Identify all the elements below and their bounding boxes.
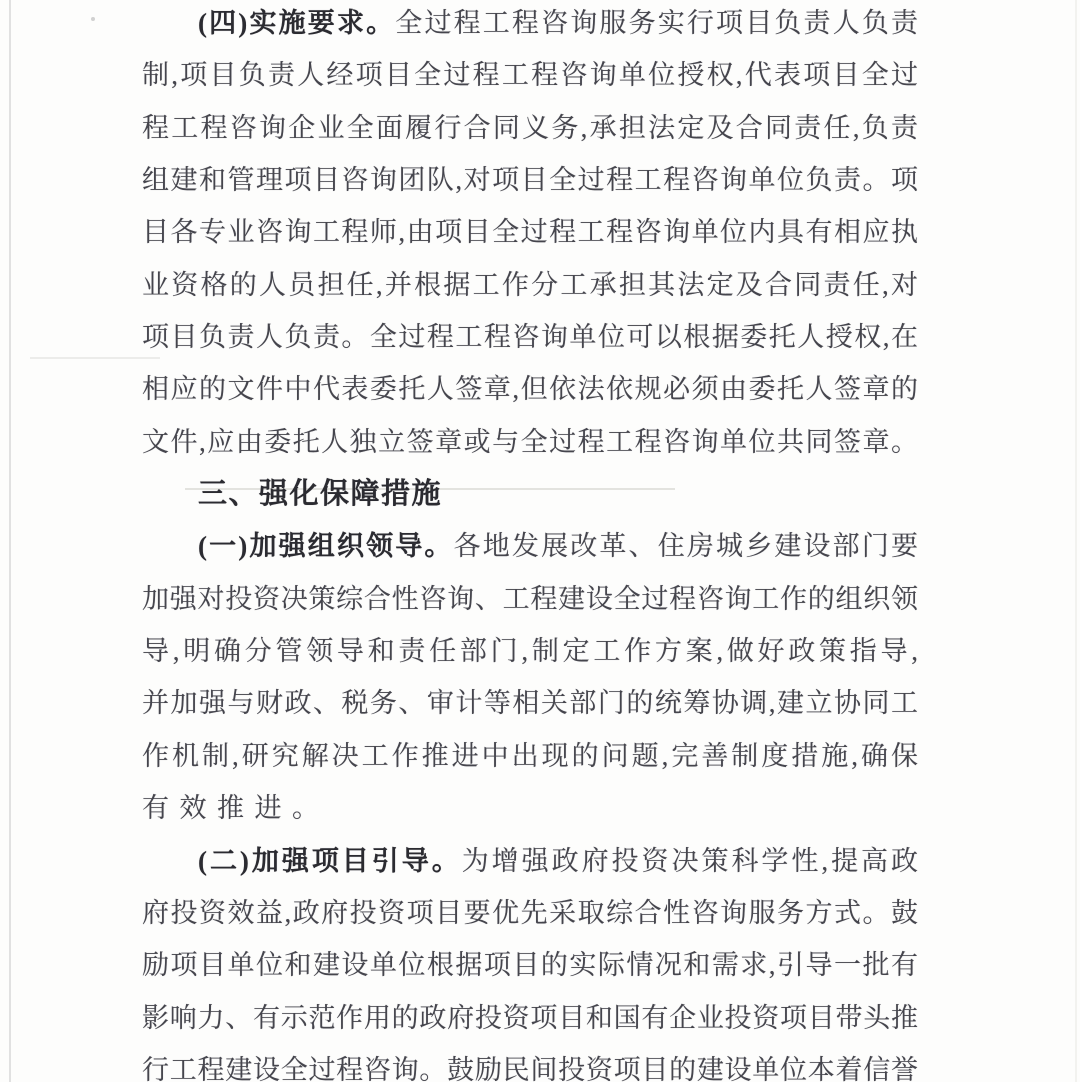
text-line	[142, 573, 918, 625]
text-line	[142, 730, 918, 782]
body-text: 各地发展改革、住房城乡建设部门要	[453, 531, 919, 562]
scan-streak-left-margin	[30, 357, 160, 359]
bold-lead-text: (一)加强组织领导。	[198, 531, 454, 562]
text-line	[142, 939, 918, 991]
bold-lead-text: 三、强化保障措施	[198, 478, 443, 511]
text-line	[142, 102, 918, 154]
body-text: 加强对投资决策综合性咨询、工程建设全过程咨询工作的组织领	[142, 583, 918, 614]
body-text: 程工程咨询企业全面履行合同义务,承担法定及合同责任,负责	[142, 112, 918, 143]
bold-lead-text: (四)实施要求。	[198, 8, 396, 38]
body-text: 文件,应由委托人独立签章或与全过程工程咨询单位共同签章。	[142, 426, 918, 457]
body-text: 业资格的人员担任,并根据工作分工承担其法定及合同责任,对	[142, 269, 918, 300]
text-line	[142, 363, 918, 415]
text-line	[142, 992, 918, 1044]
body-text: 全过程工程咨询服务实行项目负责人负责	[395, 8, 919, 38]
scan-edge-line-left	[9, 0, 11, 1082]
body-text: 制,项目负责人经项目全过程工程咨询单位授权,代表项目全过	[142, 60, 918, 91]
body-text: 项目负责人负责。全过程工程咨询单位可以根据委托人授权,在	[142, 322, 918, 353]
body-text: 为增强政府投资决策科学性,提高政	[461, 845, 919, 876]
text-line	[142, 677, 918, 729]
body-text: 并加强与财政、税务、审计等相关部门的统筹协调,建立协同工	[142, 688, 918, 719]
body-text: 有效推进。	[142, 793, 330, 824]
body-text: 组建和管理项目咨询团队,对项目全过程工程咨询单位负责。项	[142, 165, 918, 196]
text-line	[142, 1044, 918, 1082]
body-text: 相应的文件中代表委托人签章,但依法依规必须由委托人签章的	[142, 374, 918, 405]
text-line	[142, 49, 918, 101]
text-line	[142, 468, 918, 520]
body-text: 影响力、有示范作用的政府投资项目和国有企业投资项目带头推	[142, 1002, 918, 1033]
text-line	[142, 416, 918, 468]
document-text-block	[142, 0, 918, 1082]
text-line	[142, 311, 918, 363]
body-text: 行工程建设全过程咨询。鼓励民间投资项目的建设单位本着信誉	[142, 1054, 918, 1082]
text-line	[142, 835, 918, 887]
text-line	[142, 887, 918, 939]
body-text: 作机制,研究解决工作推进中出现的问题,完善制度措施,确保	[142, 740, 918, 771]
body-text: 导,明确分管领导和责任部门,制定工作方案,做好政策指导,	[142, 636, 918, 667]
text-line	[142, 206, 918, 258]
text-line	[142, 520, 918, 572]
paragraph-strengthen-project-guidance	[142, 835, 918, 1082]
text-line	[142, 782, 918, 834]
text-line	[142, 259, 918, 311]
paragraph-implementation-requirements	[142, 0, 918, 468]
heading-strengthen-safeguard-measures	[142, 468, 918, 520]
scan-edge-line-right	[1075, 0, 1077, 1082]
text-line	[142, 0, 918, 49]
body-text: 府投资效益,政府投资项目要优先采取综合性咨询服务方式。鼓	[142, 897, 918, 928]
body-text: 励项目单位和建设单位根据项目的实际情况和需求,引导一批有	[142, 950, 918, 981]
text-line	[142, 154, 918, 206]
bold-lead-text: (二)加强项目引导。	[198, 845, 462, 876]
scan-speck	[91, 17, 95, 21]
text-line	[142, 625, 918, 677]
body-text: 目各专业咨询工程师,由项目全过程工程咨询单位内具有相应执	[142, 217, 918, 248]
paragraph-strengthen-organizational-leadership	[142, 520, 918, 834]
